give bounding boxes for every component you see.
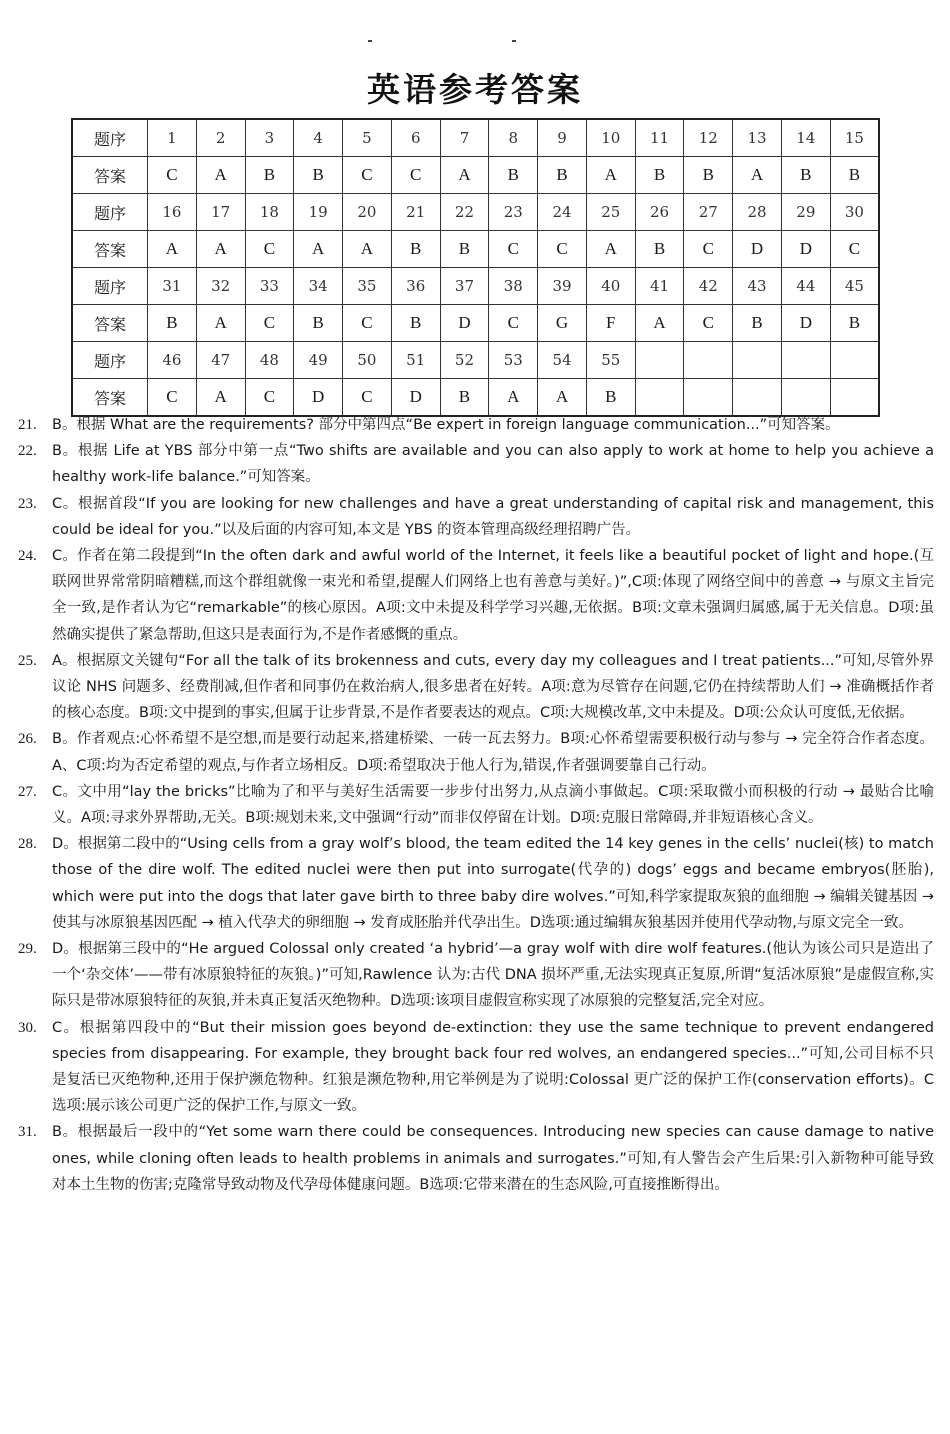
question-number-cell — [684, 342, 733, 379]
question-number-cell: 25 — [586, 194, 635, 231]
question-number-cell: 3 — [245, 119, 294, 157]
explanation-number: 21. — [18, 417, 37, 433]
explanation-item — [18, 438, 934, 490]
row-header-number: 题序 — [72, 342, 148, 379]
question-number-cell: 44 — [781, 268, 830, 305]
question-number-cell — [733, 342, 782, 379]
explanation-text: B。根据最后一段中的“Yet some warn there could be consequences. Introducing new species can cause damage to native ones, while cloning often leads to health problems in animals and surrogates.”可知,有人警告会产生后果:引入新物种可能导致对本土生物的伤害;克隆常导致动物及代孕母体健康问题。B选项:它带来潜在的生态风险,可直接推断得出。 — [52, 1124, 934, 1193]
question-number-cell: 41 — [635, 268, 684, 305]
question-number-cell: 45 — [830, 268, 879, 305]
explanation-number: 31. — [18, 1124, 37, 1141]
question-number-cell: 40 — [586, 268, 635, 305]
answer-cell — [635, 379, 684, 417]
answer-cell: C — [148, 379, 197, 417]
question-number-cell: 20 — [343, 194, 392, 231]
explanation-text: C。作者在第二段提到“In the often dark and awful world of the Internet, it feels like a beautiful pocket of light and hope.(互联网世界常常阴暗糟糕,而这个群组就像一束光和希望,提醒人们网络上也有善意与美好。)”,C项:体现了网络空间中的善意 → 与原文主旨完全一致,是作者认为它“remarkable”的核心原因。A项:文中未提及科学学习兴趣,无依据。B项:文章未强调归属感,属于无关信息。D项:虽然确实提供了紧急帮助,但这只是表面行为,不是作者感慨的重点。 — [52, 548, 934, 643]
explanation-number: 27. — [18, 783, 37, 800]
answer-cell: B — [733, 305, 782, 342]
answer-cell: A — [196, 305, 245, 342]
answer-cell: A — [586, 157, 635, 194]
answer-cell: C — [830, 231, 879, 268]
answer-cell: A — [489, 379, 538, 417]
explanation-item — [18, 412, 934, 438]
explanation-text: D。根据第三段中的“He argued Colossal only created ‘a hybrid’—a gray wolf with dire wolf features.(他认为该公司只是造出了一个‘杂交体’——带有冰原狼特征的灰狼。)”可知,Rawlence 认为:古代 DNA 损坏严重,无法实现真正复原,所谓“复活冰原狼”是虚假宣称,实际只是带冰原狼特征的灰狼,并未真正复活灭绝物种。D选项:该项目虚假宣称实现了冰原狼的完整复活,完全对应。 — [52, 941, 934, 1010]
row-header-number: 题序 — [72, 119, 148, 157]
answer-cell: B — [538, 157, 587, 194]
explanation-text: B。作者观点:心怀希望不是空想,而是要行动起来,搭建桥梁、一砖一瓦去努力。B项:心怀希望需要积极行动与参与 → 完全符合作者态度。A、C项:均为否定希望的观点,与作者立场相反。D项:希望取决于他人行为,错误,作者强调要靠自己行动。 — [52, 731, 934, 774]
question-number-cell: 9 — [538, 119, 587, 157]
answer-cell: B — [148, 305, 197, 342]
explanation-text: C。根据首段“If you are looking for new challenges and have a great understanding of capital risk and management, this could be ideal for you.”以及后面的内容可知,本文是 YBS 的资本管理高级经理招聘广告。 — [52, 495, 934, 538]
question-number-cell: 4 — [294, 119, 343, 157]
question-number-cell: 53 — [489, 342, 538, 379]
answer-cell — [781, 379, 830, 417]
answer-cell: C — [245, 231, 294, 268]
question-number-cell: 2 — [196, 119, 245, 157]
question-number-cell: 43 — [733, 268, 782, 305]
row-header-answer: 答案 — [72, 231, 148, 268]
explanation-item — [18, 543, 934, 648]
explanation-number: 25. — [18, 652, 37, 669]
explanation-item — [18, 831, 934, 936]
row-header-number: 题序 — [72, 194, 148, 231]
explanation-item — [18, 1015, 934, 1120]
question-number-cell: 7 — [440, 119, 489, 157]
question-number-cell: 15 — [830, 119, 879, 157]
explanation-text: A。根据原文关键句“For all the talk of its brokenness and cuts, every day my colleagues and I treat patients...”可知,尽管外界议论 NHS 问题多、经费削减,但作者和同事仍在救治病人,很多患者在好转。A项:意为尽管存在问题,它仍在持续帮助人们 → 准确概括作者的核心态度。B项:文中提到的事实,但属于让步背景,不是作者要表达的观点。C项:大规模改革,文中未提及。D项:公众认可度低,无依据。 — [52, 652, 934, 722]
answer-cell: C — [148, 157, 197, 194]
explanation-text: B。根据 What are the requirements? 部分中第四点“Be expert in foreign language communication...”可知答案。 — [52, 417, 840, 433]
question-number-cell — [781, 342, 830, 379]
answer-cell: B — [440, 231, 489, 268]
answer-cell: A — [586, 231, 635, 268]
answer-cell: B — [391, 305, 440, 342]
question-number-cell: 36 — [391, 268, 440, 305]
explanation-text: C。根据第四段中的“But their mission goes beyond de-extinction: they use the same technique to prevent endangered species from disappearing. For example, they brought back four red wolves, an endangered species...”可知,公司目标不只是复活已灭绝物种,还用于保护濒危物种。红狼是濒危物种,用它举例是为了说明:Colossal 更广泛的保护工作(conservation efforts)。C选项:展示该公司更广泛的保护工作,与原文一致。 — [52, 1019, 934, 1115]
answer-cell: G — [538, 305, 587, 342]
explanation-number: 30. — [18, 1019, 37, 1036]
answer-cell: B — [830, 157, 879, 194]
answer-cell: C — [245, 305, 294, 342]
answer-cell: A — [294, 231, 343, 268]
question-number-cell: 48 — [245, 342, 294, 379]
answer-cell: B — [635, 231, 684, 268]
answer-cell: B — [440, 379, 489, 417]
question-number-cell: 51 — [391, 342, 440, 379]
answer-cell: D — [391, 379, 440, 417]
question-number-cell: 37 — [440, 268, 489, 305]
question-number-cell: 47 — [196, 342, 245, 379]
question-number-cell: 33 — [245, 268, 294, 305]
explanation-number: 28. — [18, 836, 37, 853]
answer-cell: B — [684, 157, 733, 194]
answer-cell: A — [196, 231, 245, 268]
table-row-numbers — [72, 342, 879, 379]
question-number-cell: 18 — [245, 194, 294, 231]
answer-cell: C — [343, 157, 392, 194]
explanation-text: B。根据 Life at YBS 部分中第一点“Two shifts are available and you can also apply to work at home to help you achieve a healthy work-life balance.”可知答案。 — [52, 443, 934, 486]
answer-cell: A — [196, 379, 245, 417]
question-number-cell — [635, 342, 684, 379]
question-number-cell: 55 — [586, 342, 635, 379]
answer-cell — [684, 379, 733, 417]
row-header-answer: 答案 — [72, 379, 148, 417]
question-number-cell: 32 — [196, 268, 245, 305]
explanation-number: 29. — [18, 941, 37, 958]
question-number-cell: 11 — [635, 119, 684, 157]
explanation-number: 22. — [18, 443, 37, 460]
question-number-cell: 22 — [440, 194, 489, 231]
explanation-text: D。根据第二段中的“Using cells from a gray wolf’s blood, the team edited the 14 key genes in the cells’ nuclei(核) to match those of the dire wolf. The edited nuclei were then put into surrogate(代孕的) dogs’ eggs and became embryos(胚胎), which were put into the dogs that later gave birth to three baby dire wolves.”可知,科学家提取灰狼的血细胞 → 编辑关键基因 → 使其与冰原狼基因匹配 → 植入代孕犬的卵细胞 → 发育成胚胎并代孕出生。D选项:通过编辑灰狼基因并使用代孕动物,与原文完全一致。 — [52, 836, 934, 931]
question-number-cell: 52 — [440, 342, 489, 379]
question-number-cell: 12 — [684, 119, 733, 157]
explanation-number: 24. — [18, 548, 37, 565]
question-number-cell: 35 — [343, 268, 392, 305]
answer-cell: C — [684, 231, 733, 268]
answer-cell: B — [245, 157, 294, 194]
answer-cell: A — [148, 231, 197, 268]
question-number-cell: 39 — [538, 268, 587, 305]
question-number-cell: 28 — [733, 194, 782, 231]
question-number-cell: 1 — [148, 119, 197, 157]
answer-cell — [830, 379, 879, 417]
question-number-cell: 21 — [391, 194, 440, 231]
answer-cell: B — [294, 305, 343, 342]
answer-cell: B — [830, 305, 879, 342]
question-number-cell: 6 — [391, 119, 440, 157]
answer-cell: C — [684, 305, 733, 342]
answer-cell: C — [489, 231, 538, 268]
answer-table — [71, 118, 880, 417]
answer-cell — [733, 379, 782, 417]
answer-cell: F — [586, 305, 635, 342]
question-number-cell: 30 — [830, 194, 879, 231]
question-number-cell: 23 — [489, 194, 538, 231]
explanations-list — [18, 412, 934, 1198]
page-title: 英语参考答案 — [367, 70, 583, 109]
answer-cell: B — [391, 231, 440, 268]
answer-cell: B — [294, 157, 343, 194]
question-number-cell: 34 — [294, 268, 343, 305]
answer-cell: D — [781, 231, 830, 268]
question-number-cell: 17 — [196, 194, 245, 231]
answer-cell: A — [440, 157, 489, 194]
question-number-cell: 26 — [635, 194, 684, 231]
question-number-cell: 27 — [684, 194, 733, 231]
question-number-cell: 31 — [148, 268, 197, 305]
row-header-answer: 答案 — [72, 157, 148, 194]
explanation-number: 23. — [18, 495, 37, 512]
table-row-numbers — [72, 194, 879, 231]
answer-cell: C — [245, 379, 294, 417]
answer-cell: C — [391, 157, 440, 194]
question-number-cell: 29 — [781, 194, 830, 231]
answer-cell: C — [489, 305, 538, 342]
answer-cell: B — [489, 157, 538, 194]
answer-cell: D — [294, 379, 343, 417]
question-number-cell: 50 — [343, 342, 392, 379]
answer-cell: C — [343, 379, 392, 417]
table-row-answers — [72, 379, 879, 417]
answer-cell: A — [635, 305, 684, 342]
table-row-answers — [72, 157, 879, 194]
question-number-cell: 42 — [684, 268, 733, 305]
question-number-cell: 24 — [538, 194, 587, 231]
answer-cell: D — [781, 305, 830, 342]
question-number-cell: 49 — [294, 342, 343, 379]
explanation-item — [18, 1119, 934, 1198]
table-row-numbers — [72, 119, 879, 157]
question-number-cell: 19 — [294, 194, 343, 231]
question-number-cell: 13 — [733, 119, 782, 157]
question-number-cell: 54 — [538, 342, 587, 379]
table-row-answers — [72, 305, 879, 342]
explanation-text: C。文中用“lay the bricks”比喻为了和平与美好生活需要一步步付出努力,从点滴小事做起。C项:采取微小而积极的行动 → 最贴合比喻义。A项:寻求外界帮助,无关。B项:规划未来,文中强调“行动”而非仅停留在计划。D项:克服日常障碍,并非短语核心含义。 — [52, 783, 934, 827]
answer-cell: D — [440, 305, 489, 342]
answer-cell: A — [733, 157, 782, 194]
answer-cell: B — [781, 157, 830, 194]
question-number-cell: 10 — [586, 119, 635, 157]
explanation-number: 26. — [18, 731, 37, 748]
answer-cell: A — [538, 379, 587, 417]
row-header-answer: 答案 — [72, 305, 148, 342]
question-number-cell: 16 — [148, 194, 197, 231]
table-row-answers — [72, 231, 879, 268]
question-number-cell: 5 — [343, 119, 392, 157]
question-number-cell: 8 — [489, 119, 538, 157]
explanation-item — [18, 779, 934, 831]
top-crop-marks — [0, 40, 950, 52]
question-number-cell: 38 — [489, 268, 538, 305]
answer-cell: D — [733, 231, 782, 268]
explanation-item — [18, 491, 934, 543]
answer-cell: C — [343, 305, 392, 342]
question-number-cell — [830, 342, 879, 379]
row-header-number: 题序 — [72, 268, 148, 305]
answer-cell: B — [635, 157, 684, 194]
answer-cell: C — [538, 231, 587, 268]
answer-cell: A — [196, 157, 245, 194]
explanation-item — [18, 726, 934, 778]
explanation-item — [18, 936, 934, 1015]
answer-cell: A — [343, 231, 392, 268]
answer-cell: B — [586, 379, 635, 417]
explanation-item — [18, 648, 934, 727]
question-number-cell: 46 — [148, 342, 197, 379]
question-number-cell: 14 — [781, 119, 830, 157]
table-row-numbers — [72, 268, 879, 305]
